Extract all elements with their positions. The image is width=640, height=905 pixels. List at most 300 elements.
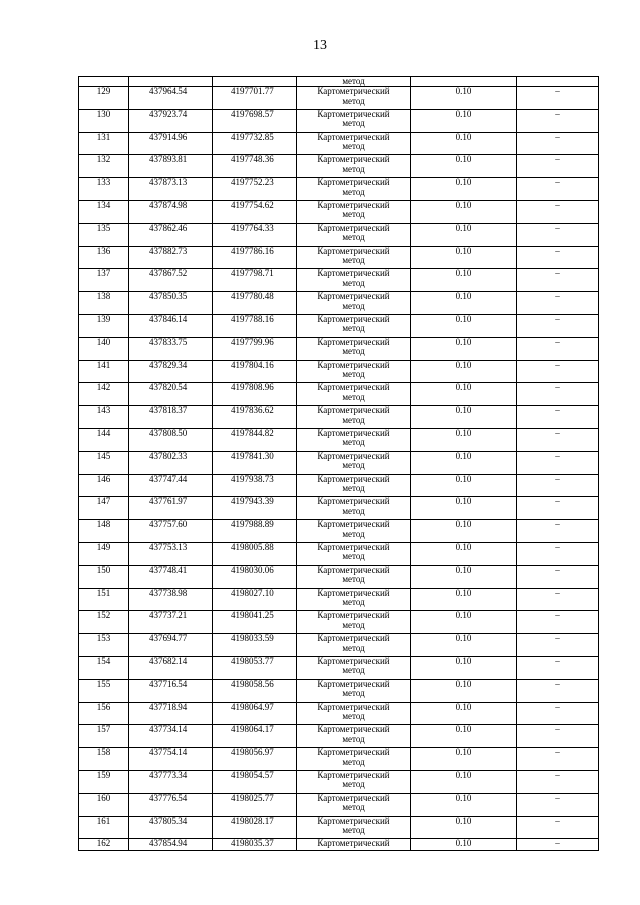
point-number: 152 bbox=[79, 611, 129, 634]
method-cell bbox=[297, 200, 411, 223]
coordinate-y: 4198058.56 bbox=[213, 679, 297, 702]
coordinate-x: 437893.81 bbox=[129, 155, 213, 178]
coordinate-y: 4197780.48 bbox=[213, 292, 297, 315]
precision-value: 0.10 bbox=[411, 269, 517, 292]
coordinate-y: 4198064.17 bbox=[213, 725, 297, 748]
table-row bbox=[79, 725, 599, 748]
method-line-1: Картометрический bbox=[317, 679, 390, 689]
method-cell bbox=[297, 178, 411, 201]
method-line-1: Картометрический bbox=[317, 109, 390, 119]
point-number: 135 bbox=[79, 223, 129, 246]
table-row bbox=[79, 588, 599, 611]
coordinate-y: 4198041.25 bbox=[213, 611, 297, 634]
description-value: – bbox=[517, 656, 599, 679]
method-cell bbox=[297, 132, 411, 155]
precision-value: 0.10 bbox=[411, 383, 517, 406]
coordinate-x: 437734.14 bbox=[129, 725, 213, 748]
table-row bbox=[79, 246, 599, 269]
point-number: 162 bbox=[79, 839, 129, 851]
description-value: – bbox=[517, 497, 599, 520]
method-line-2: метод bbox=[342, 825, 365, 835]
description-value: – bbox=[517, 588, 599, 611]
precision-value: 0.10 bbox=[411, 565, 517, 588]
coordinate-x: 437850.35 bbox=[129, 292, 213, 315]
precision-value: 0.10 bbox=[411, 679, 517, 702]
coordinates-table bbox=[78, 76, 599, 851]
method-cell bbox=[297, 839, 411, 851]
precision-value: 0.10 bbox=[411, 109, 517, 132]
point-number: 158 bbox=[79, 748, 129, 771]
description-value: – bbox=[517, 383, 599, 406]
table-row bbox=[79, 565, 599, 588]
table-row bbox=[79, 337, 599, 360]
coordinate-y: 4198028.17 bbox=[213, 816, 297, 839]
coordinate-x: 437737.21 bbox=[129, 611, 213, 634]
method-line-1: Картометрический bbox=[317, 268, 390, 279]
table-row bbox=[79, 269, 599, 292]
method-line-1: Картометрический bbox=[317, 702, 390, 712]
method-cell bbox=[297, 360, 411, 383]
method-line-1: Картометрический bbox=[317, 337, 390, 347]
table-row bbox=[79, 656, 599, 679]
description-value: – bbox=[517, 725, 599, 748]
table-row bbox=[79, 200, 599, 223]
coordinate-x: 437862.46 bbox=[129, 223, 213, 246]
description-value: – bbox=[517, 565, 599, 588]
precision-value: 0.10 bbox=[411, 839, 517, 851]
method-line-2: метод bbox=[342, 779, 365, 790]
method-line-1: Картометрический bbox=[317, 382, 390, 393]
method-line-1: Картометрический bbox=[317, 474, 390, 484]
coordinate-y: 4198054.57 bbox=[213, 770, 297, 793]
method-line-1: Картометрический bbox=[317, 360, 390, 370]
coordinate-y: 4197786.16 bbox=[213, 246, 297, 269]
coordinate-x: 437964.54 bbox=[129, 87, 213, 110]
coordinate-x: 437757.60 bbox=[129, 520, 213, 543]
method-cell bbox=[297, 656, 411, 679]
table-row bbox=[79, 383, 599, 406]
precision-value: 0.10 bbox=[411, 702, 517, 725]
method-cell bbox=[297, 588, 411, 611]
method-line-1: Картометрический bbox=[317, 838, 390, 849]
point-number: 138 bbox=[79, 292, 129, 315]
coordinate-x: 437682.14 bbox=[129, 656, 213, 679]
table-row bbox=[79, 155, 599, 178]
point-number: 149 bbox=[79, 542, 129, 565]
method-line-1: Картометрический bbox=[317, 177, 390, 188]
method-cell bbox=[297, 634, 411, 657]
method-line-1: Картометрический bbox=[317, 405, 390, 416]
precision-value: 0.10 bbox=[411, 292, 517, 315]
method-line-2: метод bbox=[342, 255, 365, 266]
precision-value: 0.10 bbox=[411, 474, 517, 497]
method-cell bbox=[297, 770, 411, 793]
table-row-continuation bbox=[79, 77, 599, 87]
precision-value: 0.10 bbox=[411, 246, 517, 269]
coordinate-x: 437761.97 bbox=[129, 497, 213, 520]
method-cell: метод bbox=[297, 77, 411, 87]
method-cell bbox=[297, 474, 411, 497]
method-line-1: Картометрический bbox=[317, 610, 390, 621]
coordinate-y: 4198027.10 bbox=[213, 588, 297, 611]
point-number: 130 bbox=[79, 109, 129, 132]
point-number: 155 bbox=[79, 679, 129, 702]
method-cell bbox=[297, 542, 411, 565]
coordinate-y: 4197698.57 bbox=[213, 109, 297, 132]
method-cell bbox=[297, 611, 411, 634]
method-line-2: метод bbox=[342, 597, 365, 608]
method-cell bbox=[297, 155, 411, 178]
table-row bbox=[79, 634, 599, 657]
coordinate-x: 437854.94 bbox=[129, 839, 213, 851]
description-value: – bbox=[517, 816, 599, 839]
precision-value: 0.10 bbox=[411, 611, 517, 634]
method-line-1: Картометрический bbox=[317, 200, 390, 210]
coordinate-x: 437738.98 bbox=[129, 588, 213, 611]
coordinate-y: 4198035.37 bbox=[213, 839, 297, 851]
coordinate-x: 437808.50 bbox=[129, 428, 213, 451]
method-line-1: Картометрический bbox=[317, 428, 390, 438]
method-cell bbox=[297, 246, 411, 269]
point-number: 139 bbox=[79, 314, 129, 337]
method-line-1: Картометрический bbox=[317, 588, 390, 598]
method-line-1: Картометрический bbox=[317, 816, 390, 826]
coordinate-x: 437694.77 bbox=[129, 634, 213, 657]
method-line-1: Картометрический bbox=[317, 451, 390, 461]
precision-value: 0.10 bbox=[411, 337, 517, 360]
method-line-2: метод bbox=[342, 141, 365, 152]
method-line-1: Картометрический bbox=[317, 496, 390, 507]
table-row bbox=[79, 520, 599, 543]
coordinate-x: 437802.33 bbox=[129, 451, 213, 474]
method-line-2: метод bbox=[342, 186, 365, 197]
method-line-1: Картометрический bbox=[317, 519, 390, 530]
method-cell bbox=[297, 816, 411, 839]
table-row bbox=[79, 497, 599, 520]
description-value: – bbox=[517, 223, 599, 246]
method-line-1: Картометрический bbox=[317, 223, 390, 233]
coordinate-y: 4197701.77 bbox=[213, 87, 297, 110]
method-line-2: метод bbox=[342, 756, 365, 767]
description-value: – bbox=[517, 406, 599, 429]
coordinate-y: 4198053.77 bbox=[213, 656, 297, 679]
point-number: 132 bbox=[79, 155, 129, 178]
coordinate-x: 437874.98 bbox=[129, 200, 213, 223]
method-cell bbox=[297, 520, 411, 543]
method-cell bbox=[297, 406, 411, 429]
point-number: 147 bbox=[79, 497, 129, 520]
description-value: – bbox=[517, 155, 599, 178]
coordinate-x: 437846.14 bbox=[129, 314, 213, 337]
method-line-2: метод bbox=[342, 688, 365, 699]
method-line-1: Картометрический bbox=[317, 770, 390, 780]
method-line-2: метод bbox=[342, 642, 365, 653]
coordinate-y: 4197988.89 bbox=[213, 520, 297, 543]
coordinate-y: 4197808.96 bbox=[213, 383, 297, 406]
coordinate-y: 4197799.96 bbox=[213, 337, 297, 360]
coordinate-y: 4197841.30 bbox=[213, 451, 297, 474]
method-line-1: Картометрический bbox=[317, 633, 390, 644]
page-number: 13 bbox=[313, 38, 327, 53]
method-cell bbox=[297, 565, 411, 588]
precision-value: 0.10 bbox=[411, 725, 517, 748]
method-line-2: метод bbox=[342, 505, 365, 516]
description-value: – bbox=[517, 520, 599, 543]
method-line-1: Картометрический bbox=[317, 793, 390, 803]
point-number: 156 bbox=[79, 702, 129, 725]
table-row bbox=[79, 406, 599, 429]
method-line-2: метод bbox=[342, 232, 365, 243]
table-row bbox=[79, 451, 599, 474]
method-cell bbox=[297, 269, 411, 292]
table-row bbox=[79, 793, 599, 816]
coordinate-y: 4197938.73 bbox=[213, 474, 297, 497]
coordinate-x: 437820.54 bbox=[129, 383, 213, 406]
point-number: 153 bbox=[79, 634, 129, 657]
precision-value: 0.10 bbox=[411, 748, 517, 771]
description-value: – bbox=[517, 542, 599, 565]
description-value: – bbox=[517, 634, 599, 657]
table-cell bbox=[213, 77, 297, 87]
point-number: 146 bbox=[79, 474, 129, 497]
table-row bbox=[79, 474, 599, 497]
precision-value: 0.10 bbox=[411, 406, 517, 429]
point-number: 145 bbox=[79, 451, 129, 474]
point-number: 150 bbox=[79, 565, 129, 588]
method-cell bbox=[297, 679, 411, 702]
coordinate-x: 437776.54 bbox=[129, 793, 213, 816]
coordinate-x: 437718.94 bbox=[129, 702, 213, 725]
description-value: – bbox=[517, 87, 599, 110]
precision-value: 0.10 bbox=[411, 87, 517, 110]
precision-value: 0.10 bbox=[411, 588, 517, 611]
table-row bbox=[79, 87, 599, 110]
method-line-2: метод bbox=[342, 437, 365, 448]
method-cell bbox=[297, 87, 411, 110]
coordinate-y: 4197804.16 bbox=[213, 360, 297, 383]
method-cell bbox=[297, 451, 411, 474]
method-cell bbox=[297, 497, 411, 520]
method-line-1: Картометрический bbox=[317, 132, 390, 142]
method-cell bbox=[297, 702, 411, 725]
coordinate-x: 437818.37 bbox=[129, 406, 213, 429]
method-line-2: метод bbox=[342, 163, 365, 174]
method-line-1: Картометрический bbox=[317, 656, 390, 666]
precision-value: 0.10 bbox=[411, 816, 517, 839]
precision-value: 0.10 bbox=[411, 634, 517, 657]
point-number: 160 bbox=[79, 793, 129, 816]
point-number: 131 bbox=[79, 132, 129, 155]
coordinate-x: 437914.96 bbox=[129, 132, 213, 155]
method-line-2: метод bbox=[342, 323, 365, 334]
precision-value: 0.10 bbox=[411, 656, 517, 679]
description-value: – bbox=[517, 269, 599, 292]
precision-value: 0.10 bbox=[411, 520, 517, 543]
method-line-2: метод bbox=[342, 391, 365, 402]
description-value: – bbox=[517, 246, 599, 269]
coordinate-x: 437873.13 bbox=[129, 178, 213, 201]
method-line-2: метод bbox=[342, 619, 365, 630]
precision-value: 0.10 bbox=[411, 770, 517, 793]
table-row bbox=[79, 748, 599, 771]
coordinate-x: 437716.54 bbox=[129, 679, 213, 702]
coordinates-table-body bbox=[79, 77, 599, 851]
description-value: – bbox=[517, 770, 599, 793]
coordinate-y: 4198056.97 bbox=[213, 748, 297, 771]
description-value: – bbox=[517, 474, 599, 497]
method-line-2: метод bbox=[342, 528, 365, 539]
point-number: 151 bbox=[79, 588, 129, 611]
precision-value: 0.10 bbox=[411, 428, 517, 451]
coordinate-y: 4197844.82 bbox=[213, 428, 297, 451]
precision-value: 0.10 bbox=[411, 200, 517, 223]
precision-value: 0.10 bbox=[411, 451, 517, 474]
point-number: 134 bbox=[79, 200, 129, 223]
method-line-1: Картометрический bbox=[317, 542, 390, 552]
method-line-1: Картометрический bbox=[317, 291, 390, 302]
description-value: – bbox=[517, 200, 599, 223]
precision-value: 0.10 bbox=[411, 360, 517, 383]
table-row bbox=[79, 360, 599, 383]
method-line-2: метод bbox=[342, 733, 365, 744]
description-value: – bbox=[517, 611, 599, 634]
point-number: 137 bbox=[79, 269, 129, 292]
coordinate-y: 4198005.88 bbox=[213, 542, 297, 565]
point-number: 129 bbox=[79, 87, 129, 110]
coordinate-y: 4197836.62 bbox=[213, 406, 297, 429]
coordinate-x: 437748.41 bbox=[129, 565, 213, 588]
point-number: 143 bbox=[79, 406, 129, 429]
method-line-2: метод bbox=[342, 118, 365, 129]
table-cell bbox=[411, 77, 517, 87]
coordinate-x: 437805.34 bbox=[129, 816, 213, 839]
method-cell bbox=[297, 748, 411, 771]
table-row bbox=[79, 770, 599, 793]
description-value: – bbox=[517, 314, 599, 337]
table-row bbox=[79, 679, 599, 702]
precision-value: 0.10 bbox=[411, 178, 517, 201]
table-row bbox=[79, 611, 599, 634]
method-cell bbox=[297, 337, 411, 360]
point-number: 136 bbox=[79, 246, 129, 269]
table-row bbox=[79, 178, 599, 201]
coordinate-y: 4198033.59 bbox=[213, 634, 297, 657]
coordinate-x: 437923.74 bbox=[129, 109, 213, 132]
table-row bbox=[79, 223, 599, 246]
point-number: 159 bbox=[79, 770, 129, 793]
coordinate-y: 4197732.85 bbox=[213, 132, 297, 155]
table-row bbox=[79, 702, 599, 725]
method-line-1: Картометрический bbox=[317, 314, 390, 324]
point-number: 144 bbox=[79, 428, 129, 451]
method-line-1: Картометрический bbox=[317, 154, 390, 165]
coordinate-x: 437773.34 bbox=[129, 770, 213, 793]
method-line-2: метод bbox=[342, 369, 365, 380]
method-line-2: метод bbox=[342, 209, 365, 220]
point-number: 148 bbox=[79, 520, 129, 543]
description-value: – bbox=[517, 748, 599, 771]
coordinate-x: 437754.14 bbox=[129, 748, 213, 771]
description-value: – bbox=[517, 337, 599, 360]
description-value: – bbox=[517, 702, 599, 725]
point-number: 141 bbox=[79, 360, 129, 383]
coordinate-y: 4197764.33 bbox=[213, 223, 297, 246]
description-value: – bbox=[517, 793, 599, 816]
table-cell bbox=[79, 77, 129, 87]
coordinate-y: 4197943.39 bbox=[213, 497, 297, 520]
table-row bbox=[79, 816, 599, 839]
table-row bbox=[79, 428, 599, 451]
coordinate-x: 437747.44 bbox=[129, 474, 213, 497]
method-line-2: метод bbox=[342, 483, 365, 494]
table-cell bbox=[129, 77, 213, 87]
coordinate-x: 437753.13 bbox=[129, 542, 213, 565]
precision-value: 0.10 bbox=[411, 314, 517, 337]
point-number: 154 bbox=[79, 656, 129, 679]
point-number: 157 bbox=[79, 725, 129, 748]
coordinate-y: 4198025.77 bbox=[213, 793, 297, 816]
method-line-2: метод bbox=[342, 551, 365, 562]
method-cell bbox=[297, 314, 411, 337]
method-line-1: Картометрический bbox=[317, 86, 390, 96]
method-line-2: метод bbox=[342, 300, 365, 311]
coordinate-y: 4198030.06 bbox=[213, 565, 297, 588]
table-row bbox=[79, 292, 599, 315]
description-value: – bbox=[517, 451, 599, 474]
description-value: – bbox=[517, 428, 599, 451]
method-cell bbox=[297, 292, 411, 315]
table-row bbox=[79, 314, 599, 337]
coordinate-y: 4197752.23 bbox=[213, 178, 297, 201]
method-cell bbox=[297, 428, 411, 451]
description-value: – bbox=[517, 360, 599, 383]
method-line-1: Картометрический bbox=[317, 565, 390, 575]
method-line-2: метод bbox=[342, 346, 365, 357]
description-value: – bbox=[517, 109, 599, 132]
method-line-2: метод bbox=[342, 414, 365, 425]
coordinate-x: 437833.75 bbox=[129, 337, 213, 360]
method-cell bbox=[297, 793, 411, 816]
point-number: 140 bbox=[79, 337, 129, 360]
coordinate-x: 437867.52 bbox=[129, 269, 213, 292]
method-line-2: метод bbox=[342, 802, 365, 813]
method-line-2: метод bbox=[342, 460, 365, 471]
description-value: – bbox=[517, 178, 599, 201]
description-value: – bbox=[517, 132, 599, 155]
table-row bbox=[79, 542, 599, 565]
precision-value: 0.10 bbox=[411, 497, 517, 520]
method-cell bbox=[297, 725, 411, 748]
coordinate-x: 437829.34 bbox=[129, 360, 213, 383]
coordinate-y: 4197754.62 bbox=[213, 200, 297, 223]
point-number: 133 bbox=[79, 178, 129, 201]
precision-value: 0.10 bbox=[411, 132, 517, 155]
method-line-2: метод bbox=[342, 277, 365, 288]
description-value: – bbox=[517, 679, 599, 702]
coordinate-x: 437882.73 bbox=[129, 246, 213, 269]
method-cell bbox=[297, 223, 411, 246]
table-cell bbox=[517, 77, 599, 87]
method-cell bbox=[297, 383, 411, 406]
method-cell bbox=[297, 109, 411, 132]
method-line-1: Картометрический bbox=[317, 246, 390, 256]
table-row bbox=[79, 132, 599, 155]
precision-value: 0.10 bbox=[411, 793, 517, 816]
precision-value: 0.10 bbox=[411, 155, 517, 178]
method-line-2: метод bbox=[342, 574, 365, 585]
coordinate-y: 4197798.71 bbox=[213, 269, 297, 292]
coordinate-y: 4198064.97 bbox=[213, 702, 297, 725]
